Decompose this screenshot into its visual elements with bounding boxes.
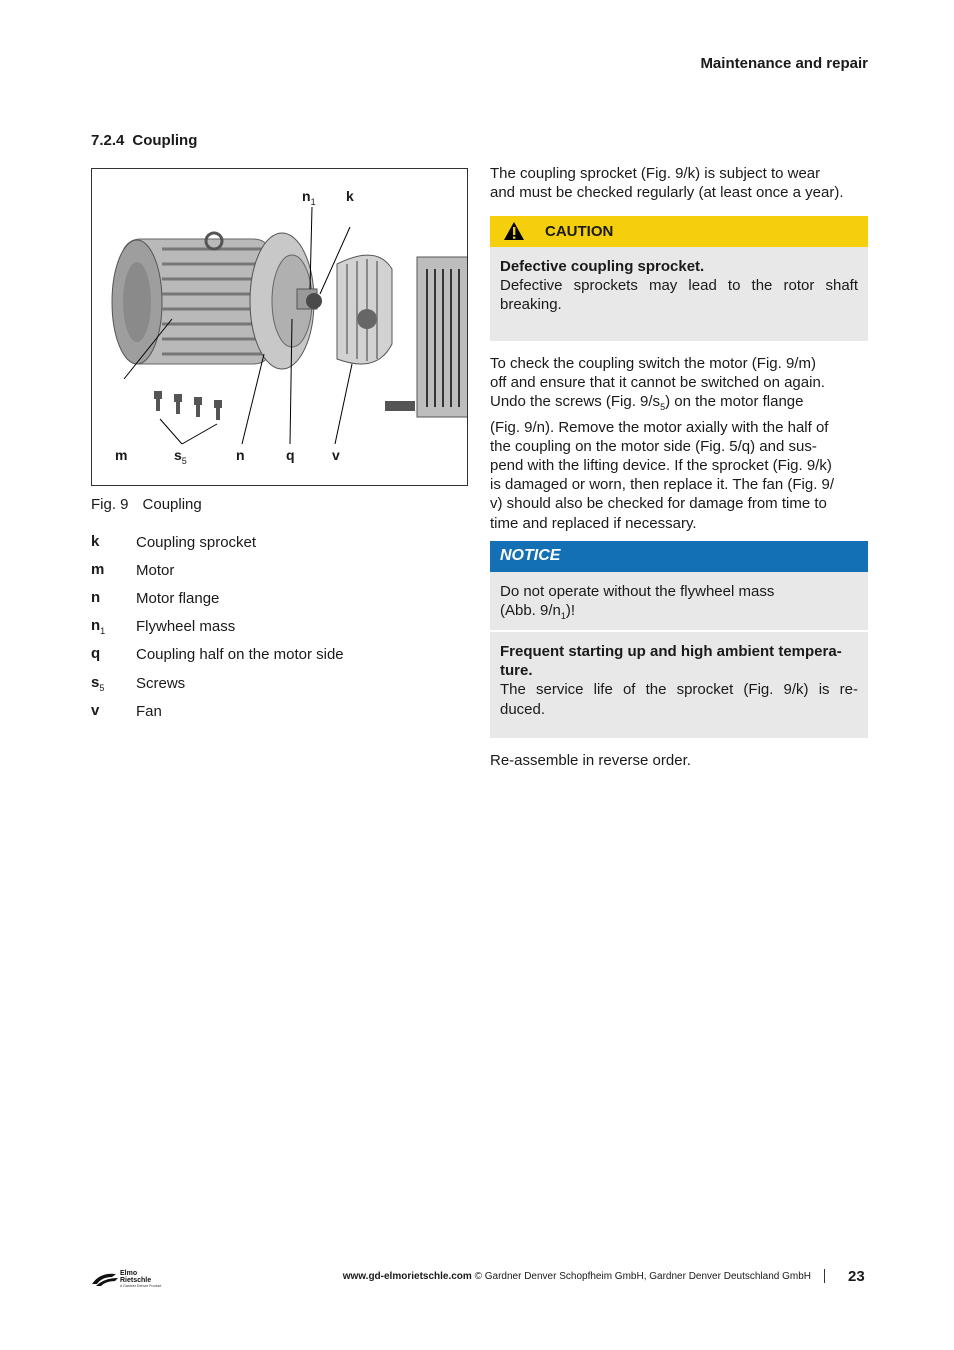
coupling-figure [91, 168, 468, 486]
intro-paragraph: The coupling sprocket (Fig. 9/k) is subject to wear and must be checked regularly (at least once a year). [490, 165, 844, 202]
figure-label-n1: $n_1$ [302, 188, 316, 207]
coupling-illustration [92, 169, 467, 485]
closing-text: Re-assemble in reverse order. [490, 752, 691, 769]
svg-text:Rietschle: Rietschle [120, 1277, 152, 1284]
legend-item: m Motor [91, 560, 175, 579]
notice-box-temperature: Frequent starting up and high ambient tempera- ture. The service life of the sprocket (Fig. 9/k) is re- duced. [490, 632, 868, 738]
svg-text:A Gardner Denver Product: A Gardner Denver Product [120, 1284, 162, 1288]
figure-caption [91, 496, 202, 513]
legend-item: k Coupling sprocket [91, 532, 257, 551]
footer-copyright: www.gd-elmorietschle.com © Gardner Denver Schopfheim GmbH, Gardner Denver Deutschland GmbH [342, 1271, 811, 1282]
legend-item: v Fan [91, 701, 162, 720]
caution-title: Defective coupling sprocket. [500, 258, 705, 275]
section-heading [91, 132, 197, 149]
legend-item: $s_5$ Screws [91, 673, 186, 693]
legend-item: n Motor flange [91, 588, 220, 607]
svg-text:Elmo: Elmo [120, 1270, 138, 1277]
notice-label: NOTICE [500, 547, 561, 564]
notice-box-flywheel: Do not operate without the flywheel mass (Abb. $9/n_1$)! [490, 572, 868, 630]
figure-label-v: v [332, 447, 340, 463]
warning-icon [503, 221, 525, 241]
figure-label-q: q [286, 447, 295, 463]
figure-number: Fig. 9 [91, 496, 129, 513]
figure-label-s5: $s_5$ [174, 447, 187, 466]
caution-body [490, 247, 868, 341]
figure-label-k: k [346, 188, 354, 204]
figure-label-n: n [236, 447, 245, 463]
section-title: Coupling [132, 132, 198, 149]
section-number: 7.2.4 [91, 132, 125, 149]
footer-url[interactable]: www.gd-elmorietschle.com [342, 1271, 472, 1282]
footer-separator [824, 1269, 825, 1283]
legend-item: q Coupling half on the motor side [91, 645, 344, 664]
notice-header [490, 541, 868, 572]
figure-legend [91, 528, 451, 725]
figure-label-m: m [115, 447, 128, 463]
caution-text: Defective sprockets may lead to the rotor shaft breaking. [500, 277, 858, 314]
caution-header [490, 216, 868, 247]
figure-caption-text: Coupling [142, 496, 202, 513]
legend-item: $n_1$ Flywheel mass [91, 617, 236, 637]
caution-label: CAUTION [545, 223, 614, 240]
header-title: Maintenance and repair [700, 55, 868, 72]
procedure-paragraph: To check the coupling switch the motor (Fig. 9/m) off and ensure that it cannot be switched on again. Undo the screws (Fig. $9/s_5$) on the motor flange (Fig. 9/n). Remove the motor axially with the half of the coupling on the motor side (Fig. 5/q) and sus- pend with the lifting device. If the sprocket (Fig. 9/k) is damaged or worn, then replace it. The fan (Fig. 9/ v) should also be checked for damage from time to time and replaced if necessary. [490, 355, 835, 532]
page-number: 23 [848, 1268, 865, 1285]
